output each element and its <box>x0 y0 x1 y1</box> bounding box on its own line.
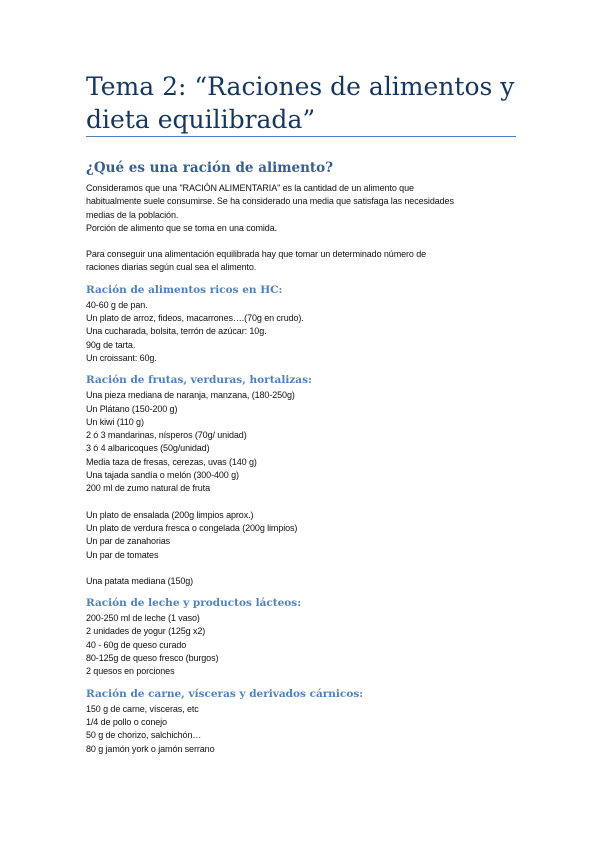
portion-item: Una cucharada, bolsita, terrón de azúcar: 10g. <box>86 326 267 337</box>
portion-item: Un plato de ensalada (200g limpios aprox.) <box>86 509 254 520</box>
portion-item: Una patata mediana (150g) <box>86 575 194 586</box>
intro-line: habitualmente suele consumirse. Se ha considerado una media que satisfaga las necesidades <box>86 196 454 207</box>
intro-line: Para conseguir una alimentación equilibrada hay que tomar un determinado número de <box>86 249 427 260</box>
portion-item: Un plato de arroz, fideos, macarrones….(70g en crudo). <box>86 313 304 324</box>
portion-item: 80 g jamón york o jamón serrano <box>86 743 215 754</box>
portion-section <box>86 284 516 365</box>
portion-item: 40-60 g de pan. <box>86 299 148 310</box>
document-body <box>86 160 516 756</box>
intro-line: raciones diarias según cual sea el alimento. <box>86 262 257 273</box>
title-divider <box>86 136 516 137</box>
page-title: Tema 2: “Raciones de alimentos y dieta equilibrada” <box>86 72 515 134</box>
section-heading: Ración de alimentos ricos en HC: <box>86 283 283 296</box>
portion-item: 150 g de carne, vísceras, etc <box>86 703 199 714</box>
portion-item: 80-125g de queso fresco (burgos) <box>86 653 219 664</box>
portion-item: 3 ó 4 albaricoques (50g/unidad) <box>86 443 210 454</box>
portion-item: 40 - 60g de queso curado <box>86 639 187 650</box>
portion-section <box>86 688 516 756</box>
portion-item: Un plato de verdura fresca o congelada (200g limpios) <box>86 522 298 533</box>
portion-sections <box>86 284 516 756</box>
intro-line: Consideramos que una "RACIÓN ALIMENTARIA" es la cantidad de un alimento que <box>86 183 414 193</box>
portion-item: 1/4 de pollo o conejo <box>86 716 167 727</box>
portion-item: 2 ó 3 mandarinas, nísperos (70g/ unidad) <box>86 430 247 441</box>
intro-heading: ¿Qué es una ración de alimento? <box>86 160 334 176</box>
section-heading: Ración de carne, vísceras y derivados cárnicos: <box>86 687 364 700</box>
portion-item: 50 g de chorizo, salchichón… <box>86 730 202 741</box>
intro-line: medias de la población. <box>86 209 179 220</box>
portion-section <box>86 597 516 678</box>
intro-section <box>86 160 516 275</box>
portion-item: 200 ml de zumo natural de fruta <box>86 483 210 494</box>
intro-line: Porción de alimento que se toma en una comida. <box>86 222 278 233</box>
section-heading: Ración de frutas, verduras, hortalizas: <box>86 374 312 387</box>
portion-item: Un croissant: 60g. <box>86 352 157 363</box>
portion-section <box>86 374 516 588</box>
portion-item: Media taza de fresas, cerezas, uvas (140 g) <box>86 456 257 467</box>
portion-item: 2 unidades de yogur (125g x2) <box>86 626 206 637</box>
paragraph-gap <box>86 496 516 509</box>
portion-item: 200-250 ml de leche (1 vaso) <box>86 613 200 624</box>
portion-item: Un par de zanahorias <box>86 536 171 547</box>
paragraph-gap <box>86 235 516 248</box>
paragraph-gap <box>86 562 516 575</box>
portion-item: 2 quesos en porciones <box>86 666 175 677</box>
portion-item: Un par de tomates <box>86 549 159 560</box>
section-heading: Ración de leche y productos lácteos: <box>86 597 302 610</box>
portion-item: Un kiwi (110 g) <box>86 416 144 427</box>
portion-item: Un Plátano (150-200 g) <box>86 403 178 414</box>
portion-item: 90g de tarta. <box>86 339 136 350</box>
portion-item: Una pieza mediana de naranja, manzana, (180-250g) <box>86 390 295 401</box>
portion-item: Una tajada sandía o melón (300-400 g) <box>86 470 239 481</box>
